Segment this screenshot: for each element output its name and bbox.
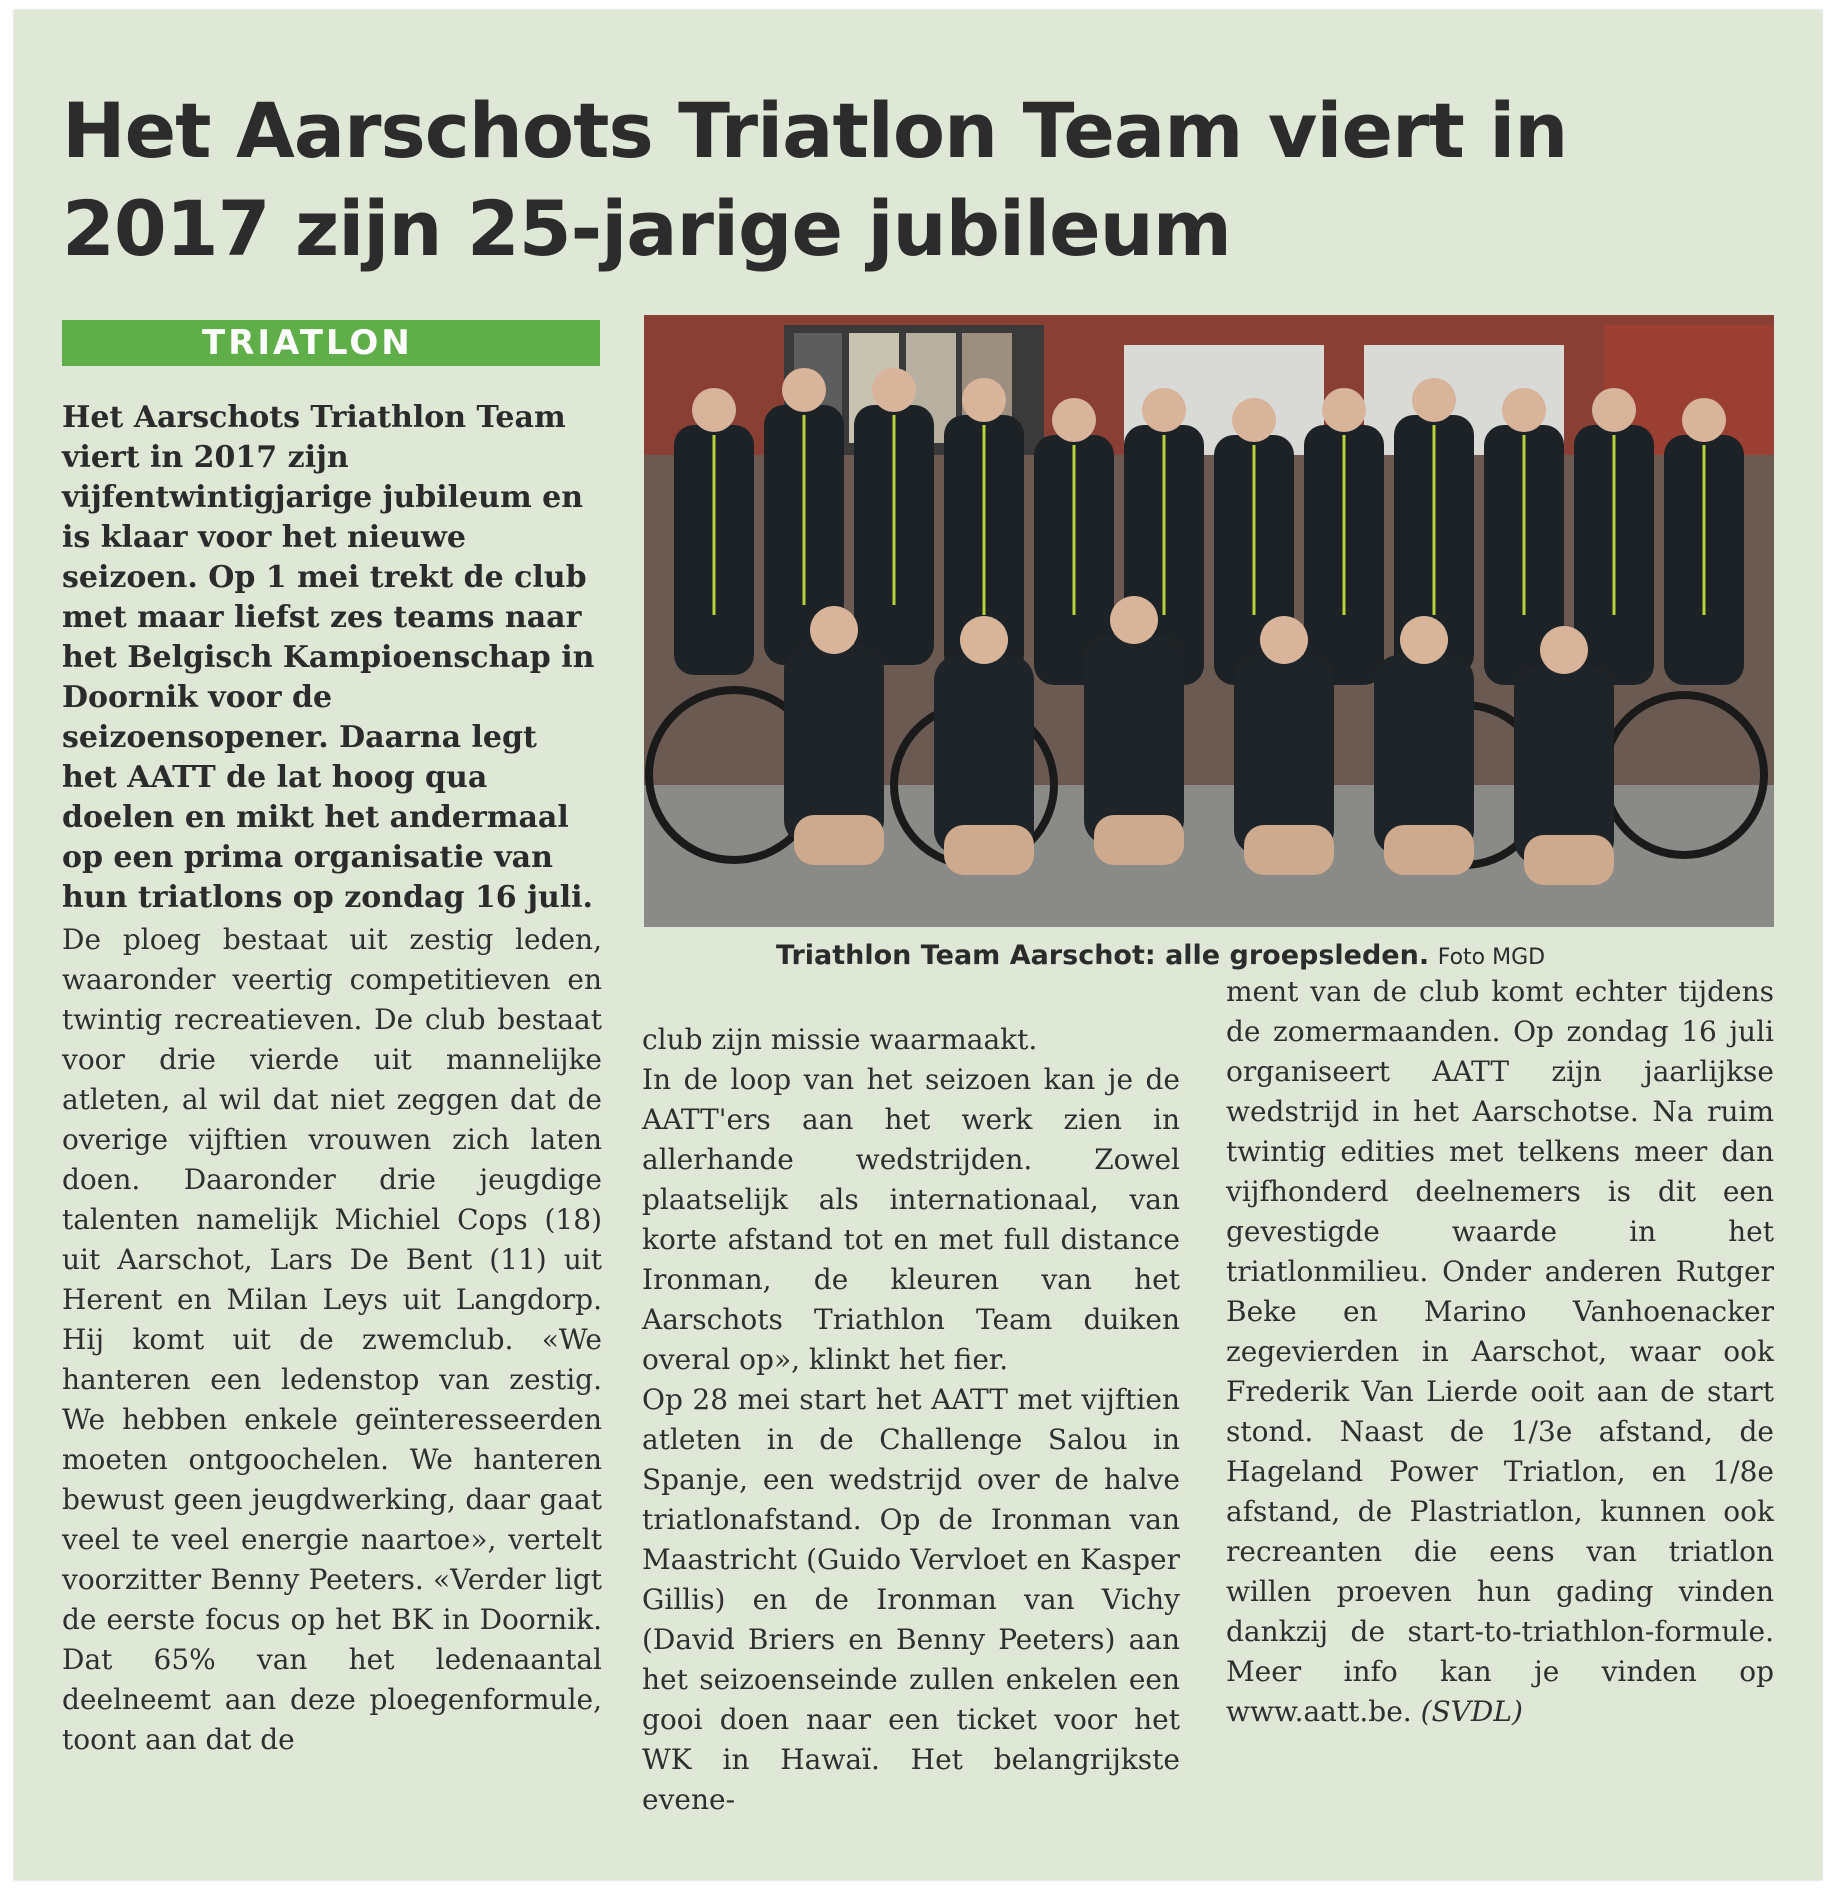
newspaper-clipping <box>14 10 1822 1880</box>
article-intro: Het Aarschots Triathlon Team viert in 2017 zijn vijfentwintigjarige jubileum en is klaar voor het nieuwe seizoen. Op 1 mei trekt de club met maar liefst zes teams naar het Belgisch Kampioenschap in Doornik voor de seizoensopener. Daarna legt het AATT de lat hoog qua doelen en mikt het andermaal op een prima organisatie van hun triatlons op zondag 16 juli. <box>62 400 595 915</box>
body-paragraph: club zijn missie waarmaakt. <box>642 1023 1038 1056</box>
article-headline: Het Aarschots Triatlon Team viert in 2017 zijn 25-jarige jubileum <box>62 86 1568 273</box>
section-banner <box>62 320 600 366</box>
body-paragraph <box>1226 972 1774 1732</box>
team-photo <box>644 315 1774 927</box>
body-column-right <box>1226 972 1774 1732</box>
body-column-middle <box>642 1020 1180 1820</box>
photo-credit: Foto MGD <box>1437 945 1546 970</box>
body-paragraph: In de loop van het seizoen kan je de AATT'ers aan het werk zien in allerhande wedstrijden. Zowel plaatselijk als internationaal, van korte afstand tot en met full distance Ironman, de kleuren van het Aarschots Triathlon Team duiken overal op», klinkt het fier. <box>642 1063 1180 1376</box>
team-photo-illustration <box>644 315 1774 927</box>
section-label: TRIATLON <box>202 323 413 363</box>
body-paragraph: Op 28 mei start het AATT met vijftien atleten in de Challenge Salou in Spanje, een wedstrijd over de halve triatlonafstand. Op de Ironman van Maastricht (Guido Vervloet en Kasper Gillis) en de Ironman van Vichy (David Briers en Benny Peeters) aan het seizoenseinde zullen enkelen een gooi doen naar een ticket voor het WK in Hawaï. Het belangrijkste evene- <box>642 1383 1180 1816</box>
caption-text: Triathlon Team Aarschot: alle groepsleden. <box>776 940 1430 971</box>
photo-caption <box>776 938 1776 976</box>
body-paragraph: De ploeg bestaat uit zestig leden, waaronder veertig competitieven en twintig recreatieven. De club bestaat voor drie vierde uit mannelijke atleten, al wil dat niet zeggen dat de overige vijftien vrouwen zich laten doen. Daaronder drie jeugdige talenten namelijk Michiel Cops (18) uit Aarschot, Lars De Bent (11) uit Herent en Milan Leys uit Langdorp. Hij komt uit de zwemclub. «We hanteren een ledenstop van zestig. We hebben enkele geïnteresseerden moeten ontgoochelen. We hanteren bewust geen jeugdwerking, daar gaat veel te veel energie naartoe», vertelt voorzitter Benny Peeters. «Verder ligt de eerste focus op het BK in Doornik. Dat 65% van het ledenaantal deelneemt aan deze ploegenformule, toont aan dat de <box>62 923 602 1756</box>
author-signoff: (SVDL) <box>1420 1695 1523 1728</box>
body-column-left <box>62 920 602 1760</box>
body-text: ment van de club komt echter tijdens de zomermaanden. Op zondag 16 juli organiseert AATT zijn jaarlijkse wedstrijd in het Aarschotse. Na ruim twintig edities met telkens meer dan vijfhonderd deelnemers is dit een gevestigde waarde in het triatlonmilieu. Onder anderen Rutger Beke en Marino Vanhoenacker zegevierden in Aarschot, waar ook Frederik Van Lierde ooit aan de start stond. Naast de 1/3e afstand, de Hageland Power Triatlon, en 1/8e afstand, de Plastriatlon, kunnen ook recreanten die eens van triatlon willen proeven hun gading vinden dankzij de start-to-triathlon-formule. Meer info kan je vinden op www.aatt.be. <box>1226 975 1774 1728</box>
